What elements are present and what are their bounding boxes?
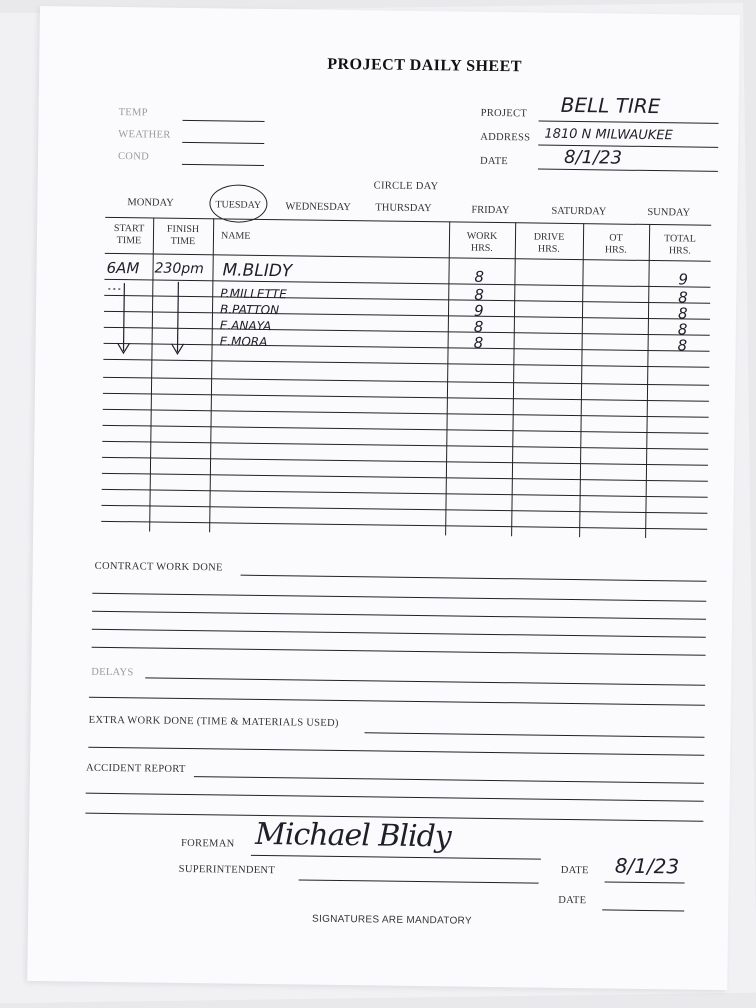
contract-work-line-1	[241, 575, 707, 582]
contract-work-line-3	[92, 611, 706, 620]
total-hrs-header: TOTAL HRS.	[664, 233, 696, 257]
row5-name: E.MORA	[219, 334, 268, 350]
day-monday[interactable]: MONDAY	[127, 197, 174, 209]
work-column-divider	[511, 222, 516, 536]
row4-total-hrs: 8	[677, 320, 688, 339]
weather-line	[182, 142, 264, 144]
row5-total-hrs: 8	[677, 336, 688, 355]
daily-sheet-form	[27, 6, 740, 990]
project-label: PROJECT	[480, 107, 528, 120]
work-hrs-header: WORK HRS.	[466, 230, 498, 254]
table-row-line	[102, 473, 708, 482]
drive-hrs-header: DRIVE HRS.	[533, 231, 565, 255]
signature-date-value: 8/1/23	[614, 853, 680, 879]
drive-column-divider	[579, 223, 584, 537]
day-thursday[interactable]: THURSDAY	[375, 202, 432, 215]
day-wednesday[interactable]: WEDNESDAY	[285, 201, 351, 214]
extra-work-line-2	[88, 747, 704, 756]
row1-total-hrs: 9	[678, 270, 689, 289]
row1-work-hrs: 8	[474, 267, 485, 286]
circle-day-label: CIRCLE DAY	[373, 180, 439, 193]
address-value: 1810 N MILWAUKEE	[544, 126, 673, 144]
accident-report-label: ACCIDENT REPORT	[85, 762, 186, 775]
contract-work-label: CONTRACT WORK DONE	[94, 560, 223, 574]
row3-work-hrs: 9	[473, 301, 484, 320]
ditto-arrows	[103, 277, 214, 362]
accident-line-1	[194, 776, 704, 784]
day-saturday[interactable]: SATURDAY	[551, 205, 607, 218]
table-row-line	[102, 441, 708, 450]
finish-time-header: FINISH TIME	[166, 223, 200, 248]
foreman-signature: Michael Blidy	[254, 816, 451, 855]
delays-line-2	[89, 697, 705, 706]
signature-date-line	[605, 881, 685, 883]
table-row-line	[103, 425, 709, 434]
ot-column-divider	[645, 224, 650, 538]
page-title: PROJECT DAILY SHEET	[327, 55, 523, 76]
name-header: NAME	[220, 230, 251, 242]
row3-name: B.PATTON	[219, 302, 280, 318]
day-friday[interactable]: FRIDAY	[471, 204, 510, 217]
foreman-label: FOREMAN	[180, 837, 235, 850]
row4-work-hrs: 8	[473, 317, 484, 336]
cond-line	[182, 164, 264, 166]
contract-work-line-4	[92, 629, 706, 638]
project-value: BELL TIRE	[560, 92, 661, 119]
contract-work-line-2	[92, 593, 706, 602]
row1-finish-time: 230pm	[154, 260, 204, 278]
superintendent-line	[299, 879, 539, 883]
foreman-line	[251, 855, 541, 860]
superintendent-label: SUPERINTENDENT	[178, 863, 276, 877]
table-row-line	[102, 457, 708, 466]
address-label: ADDRESS	[480, 131, 531, 144]
table-row-line	[102, 489, 708, 498]
table-row-line	[101, 505, 707, 514]
extra-work-label: EXTRA WORK DONE (TIME & MATERIALS USED)	[88, 714, 339, 729]
weather-label: WEATHER	[118, 129, 171, 141]
date-line	[538, 169, 718, 172]
cond-label: COND	[117, 151, 150, 163]
delays-label: DELAYS	[91, 666, 134, 679]
row1-start-time: 6AM	[106, 258, 140, 278]
day-tuesday[interactable]: TUESDAY	[215, 199, 262, 211]
row2-work-hrs: 8	[474, 285, 484, 304]
row2-total-hrs: 8	[678, 288, 688, 307]
temp-label: TEMP	[118, 107, 148, 119]
day-sunday[interactable]: SUNDAY	[647, 206, 691, 219]
signature-date-label: DATE	[560, 864, 589, 877]
temp-line	[183, 120, 265, 122]
date-value: 8/1/23	[563, 146, 623, 169]
ot-hrs-header: OT HRS.	[604, 232, 627, 256]
name-column-divider	[445, 221, 450, 535]
row5-work-hrs: 8	[473, 333, 484, 352]
contract-work-line-5	[92, 647, 706, 656]
signatures-mandatory-note: SIGNATURES ARE MANDATORY	[311, 913, 472, 927]
row1-name: M.BLIDY	[222, 260, 293, 282]
row2-name: P.MILLETTE	[220, 286, 287, 302]
table-row-line	[103, 409, 709, 418]
table-row-line	[103, 393, 709, 402]
row3-total-hrs: 8	[677, 304, 688, 323]
accident-line-2	[86, 793, 704, 802]
table-row-line	[103, 377, 709, 386]
tuesday-circle-mark	[209, 184, 267, 223]
start-time-header: START TIME	[113, 222, 145, 247]
table-row-line	[101, 521, 707, 530]
signature-date2-line	[602, 909, 684, 911]
signature-date2-label: DATE	[558, 894, 587, 907]
row4-name: E.ANAYA	[219, 318, 272, 334]
date-label: DATE	[479, 155, 509, 168]
start-column-divider	[149, 218, 154, 532]
project-line	[539, 121, 719, 124]
hours-table	[101, 217, 711, 555]
delays-line-1	[145, 677, 705, 685]
finish-column-divider	[209, 218, 214, 532]
extra-work-line-1	[365, 732, 705, 737]
